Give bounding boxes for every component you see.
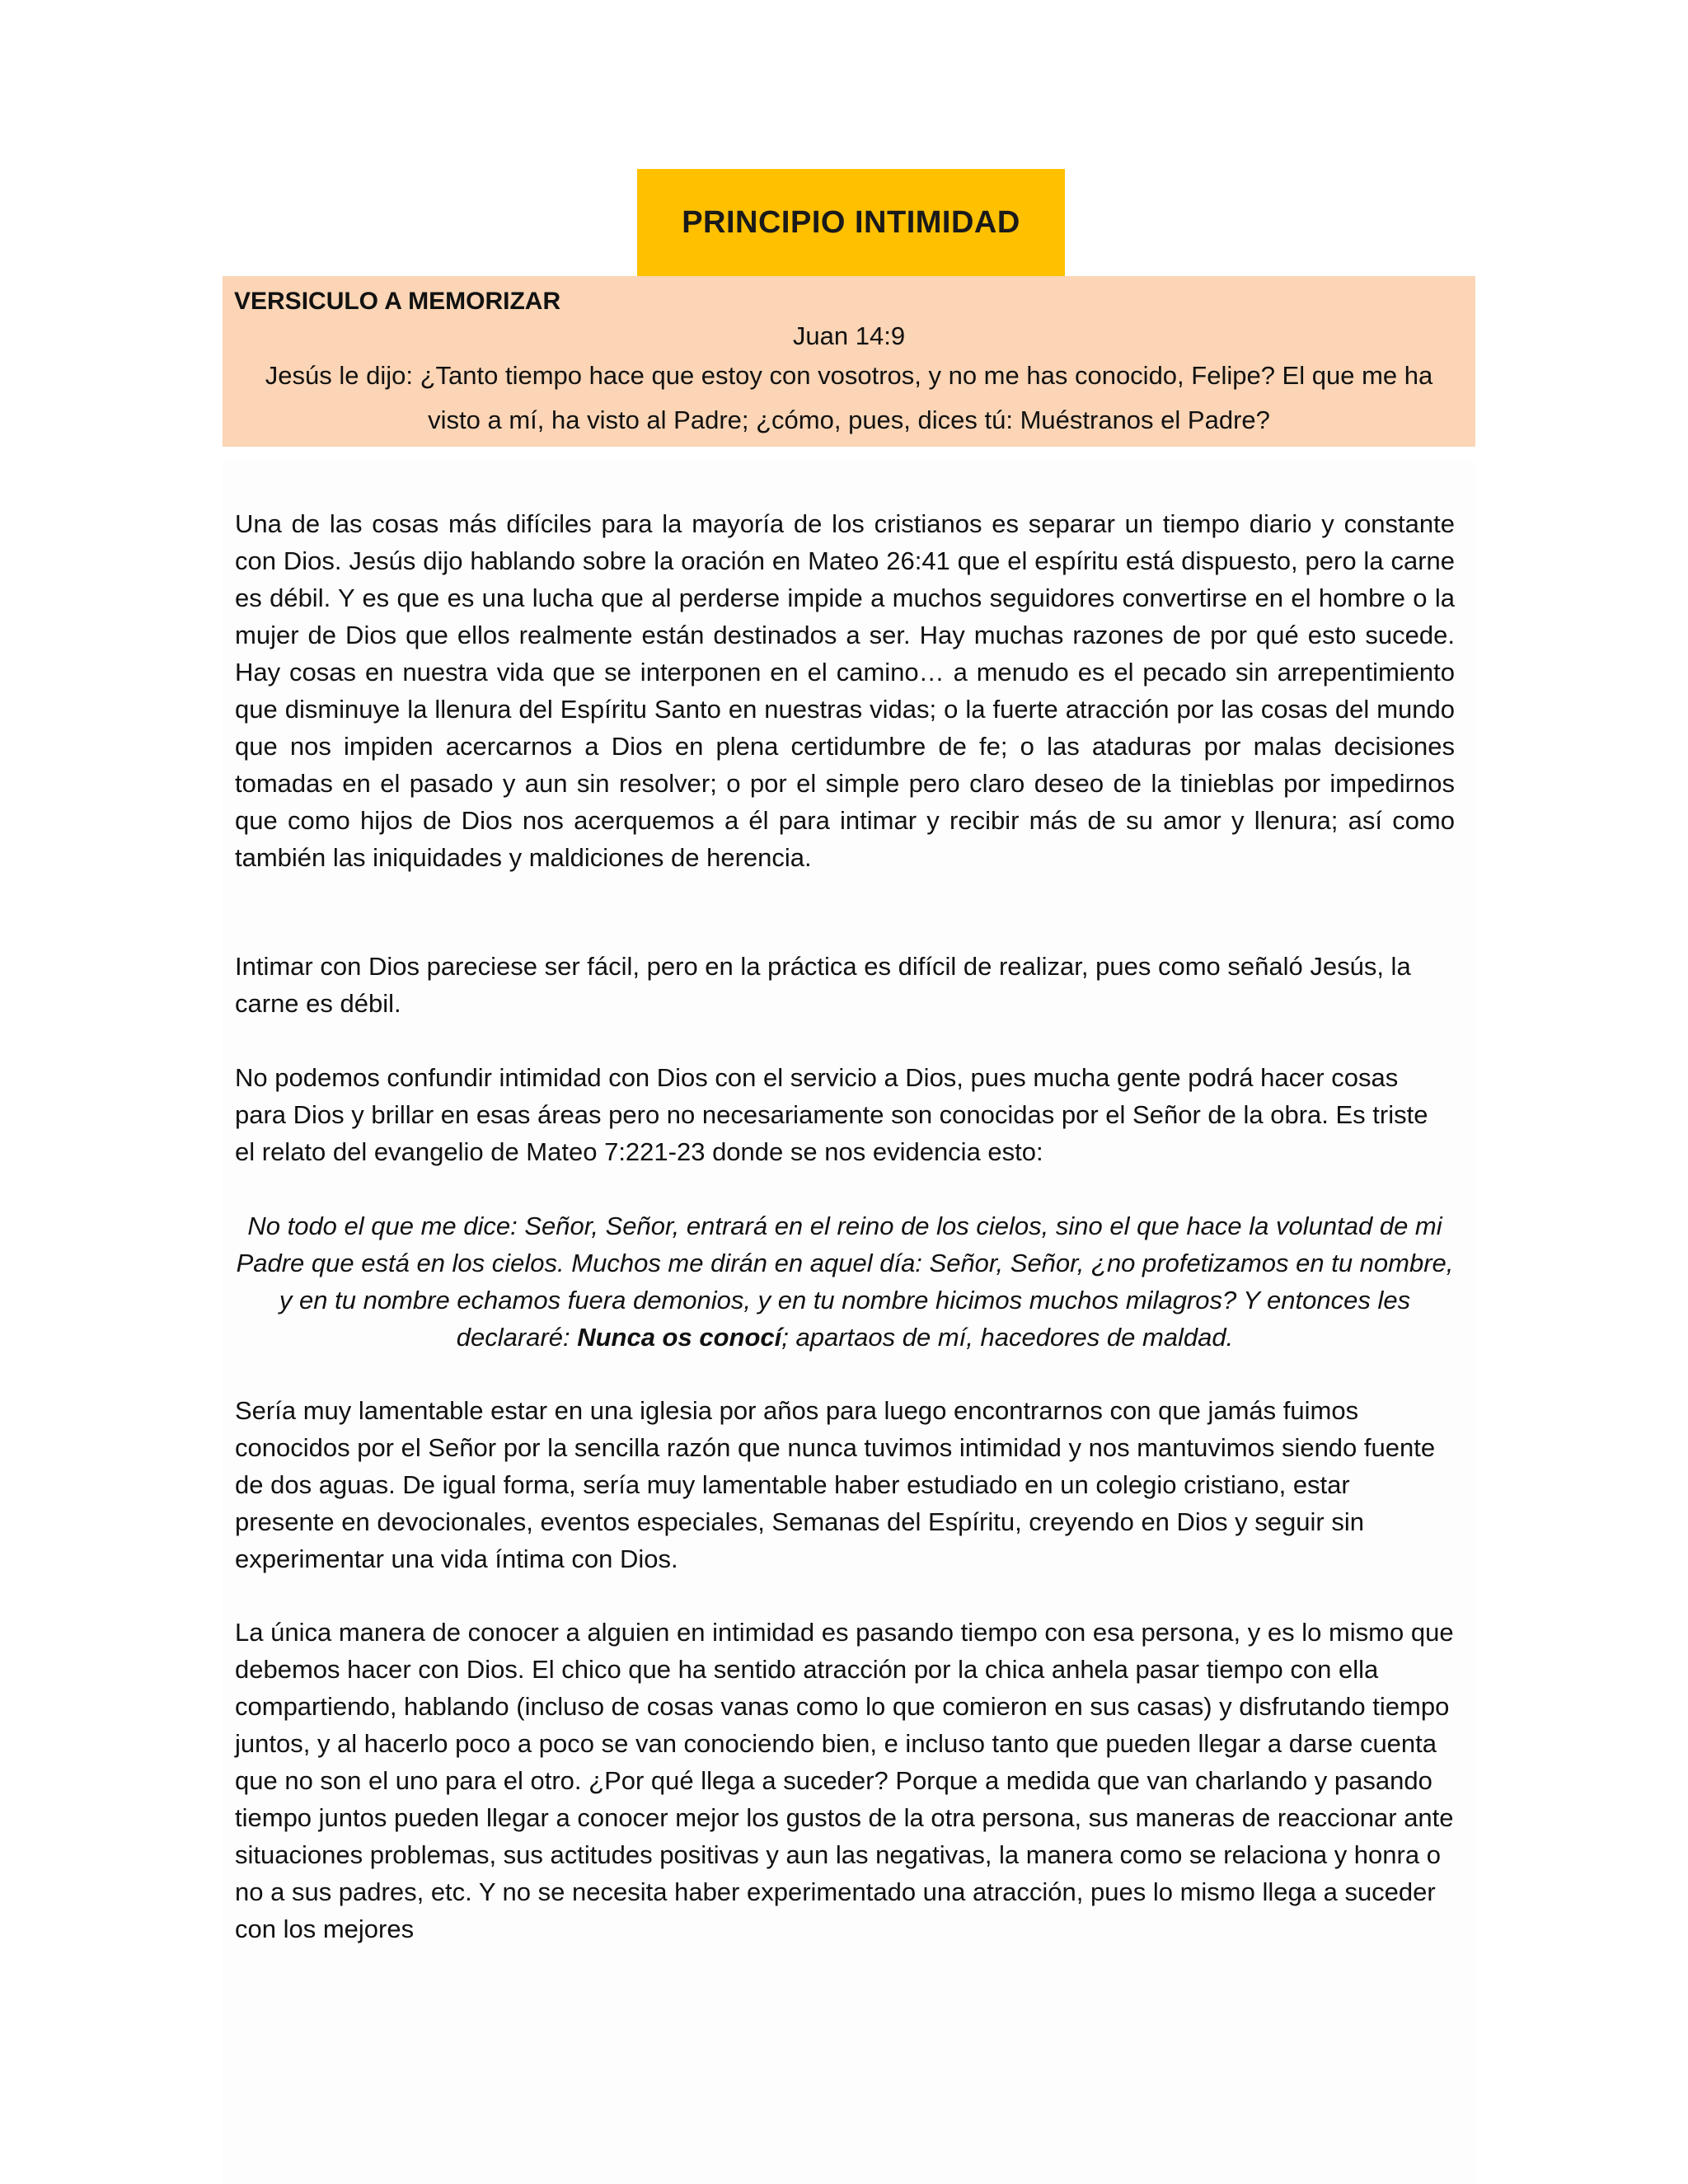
quote-emphasis: Nunca os conocí: [577, 1323, 782, 1352]
paragraph-intro: Una de las cosas más difíciles para la mayoría de los cristianos es separar un tiempo diario y constante con Dios. Jesús dijo hablando sobre la oración en Mateo 26:41 que el espíritu está dispuesto, pero la carne es débil. Y es que es una lucha que al perderse impide a muchos seguidores convertirse en el hombre o la mujer de Dios que ellos realmente están destinados a ser. Hay muchas razones de por qué esto sucede. Hay cosas en nuestra vida que se interponen en el camino… a menudo es el pecado sin arrepentimiento que disminuye la llenura del Espíritu Santo en nuestras vidas; o la fuerte atracción por las cosas del mundo que nos impiden acercarnos a Dios en plena certidumbre de fe; o las ataduras por malas decisiones tomadas en el pasado y aun sin resolver; o por el simple pero claro deseo de la tinieblas por impedirnos que como hijos de Dios nos acerquemos a él para intimar y recibir más de su amor y llenura; así como también las iniquidades y maldiciones de herencia.: [235, 509, 1455, 872]
verse-text: Jesús le dijo: ¿Tanto tiempo hace que estoy con vosotros, y no me has conocido, Felipe? El que me ha visto a mí, ha visto al Padre; ¿cómo, pues, dices tú: Muéstranos el Padre?: [265, 361, 1433, 434]
quote-text-start: No todo el que me dice: Señor, Señor, entrará en el reino de los cielos, sino el que hace la voluntad de mi Padre que está en los cielos. Muchos me dirán en aquel día: Señor, Señor, ¿no profetizamos en tu nombre, y en tu nombre echamos fuera demonios, y en tu nombre hicimos muchos milagros? Y entonces les declararé:: [236, 1212, 1454, 1352]
verse-heading: VERSICULO A MEMORIZAR: [234, 288, 561, 315]
quote-text-end: ; apartaos de mí, hacedores de maldad.: [781, 1323, 1234, 1352]
verse-reference: Juan 14:9: [792, 321, 906, 350]
page-title: PRINCIPIO INTIMIDAD: [637, 169, 1065, 276]
paragraph-service: No podemos confundir intimidad con Dios con el servicio a Dios, pues mucha gente podrá hacer cosas para Dios y brillar en esas áreas pero no necesariamente son conocidas por el Señor de la obra. Es triste el relato del evangelio de Mateo 7:221-23 donde se nos evidencia esto:: [235, 1063, 1428, 1166]
paragraph-knowing: La única manera de conocer a alguien en intimidad es pasando tiempo con esa persona, y es lo mismo que debemos hacer con Dios. El chico que ha sentido atracción por la chica anhela pasar tiempo con ella compartiendo, hablando (incluso de cosas vanas como lo que comieron en sus casas) y disfrutando tiempo juntos, y al hacerlo poco a poco se van conociendo bien, e incluso tanto que pueden llegar a darse cuenta que no son el uno para el otro. ¿Por qué llega a suceder? Porque a medida que van charlando y pasando tiempo juntos pueden llegar a conocer mejor los gustos de la otra persona, sus maneras de reaccionar ante situaciones problemas, sus actitudes positivas y aun las negativas, la manera como se relaciona y honra o no a sus padres, etc. Y no se necesita haber experimentado una atracción, pues lo mismo llega a suceder con los mejores: [235, 1618, 1454, 1943]
paragraph-lament: Sería muy lamentable estar en una iglesia por años para luego encontrarnos con que jamás fuimos conocidos por el Señor por la sencilla razón que nunca tuvimos intimidad y nos mantuvimos siendo fuente de dos aguas. De igual forma, sería muy lamentable haber estudiado en un colegio cristiano, estar presente en devocionales, eventos especiales, Semanas del Espíritu, creyendo en Dios y seguir sin experimentar una vida íntima con Dios.: [235, 1396, 1436, 1573]
paragraph-intimacy: Intimar con Dios pareciese ser fácil, pero en la práctica es difícil de realizar, pues como señaló Jesús, la carne es débil.: [235, 952, 1411, 1018]
memory-verse-box: [223, 276, 1475, 447]
scripture-quote: [235, 1207, 1455, 1356]
